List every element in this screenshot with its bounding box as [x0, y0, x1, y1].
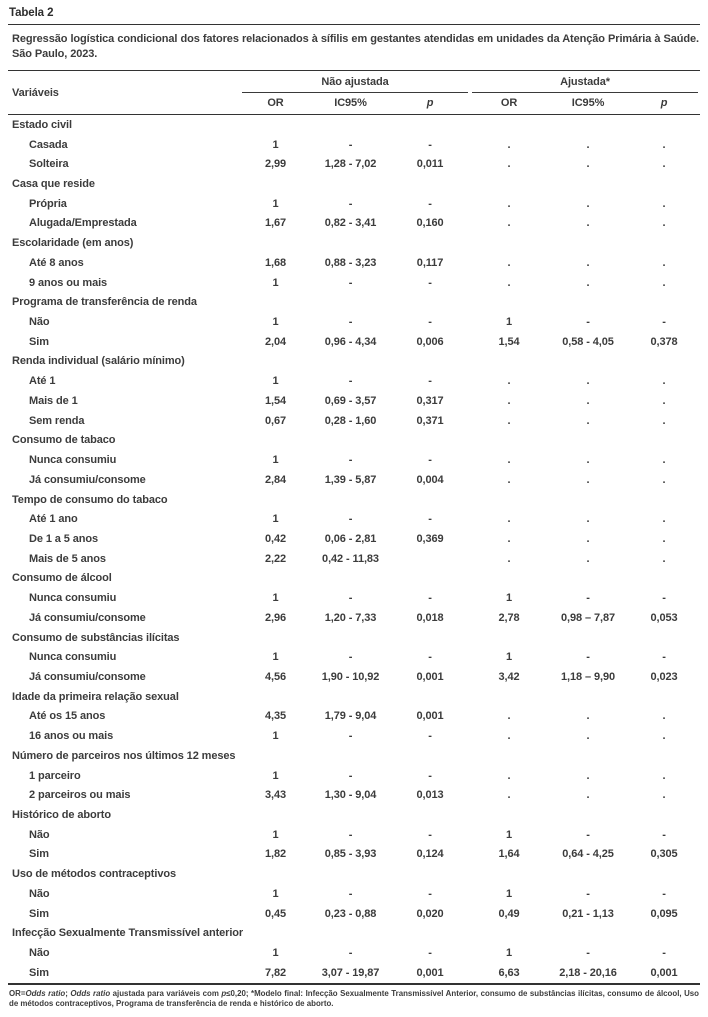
variable-item-label: Até 8 anos	[29, 256, 84, 269]
table-number-label: Tabela 2	[8, 4, 700, 25]
value-cell: 1	[272, 138, 279, 151]
value-cell: .	[507, 217, 511, 230]
value-cell: .	[507, 138, 511, 151]
value-cell: 0,013	[416, 789, 444, 802]
value-cell: 0,42 - 11,83	[322, 552, 379, 565]
value-cell: 1	[506, 651, 513, 664]
variable-item-label: Já consumiu/consome	[29, 473, 146, 486]
value-cell: 0,117	[416, 256, 444, 269]
value-cell: .	[586, 473, 590, 486]
value-cell: .	[586, 375, 590, 388]
value-cell: 1	[272, 316, 279, 329]
value-cell: -	[428, 651, 432, 664]
variable-group-label: Renda individual (salário mínimo)	[12, 355, 185, 368]
variable-item-row	[8, 963, 700, 984]
value-cell: 0,001	[650, 966, 678, 979]
value-cell: .	[662, 789, 666, 802]
variable-group-row	[8, 569, 700, 589]
value-cell: 0,23 - 0,88	[324, 907, 377, 920]
variable-item-row	[8, 647, 700, 667]
value-cell: 0,45	[264, 907, 286, 920]
value-cell: .	[662, 197, 666, 210]
value-cell: 1,82	[264, 848, 286, 861]
column-header-ic95-adjusted: IC95%	[548, 93, 628, 115]
value-cell: -	[348, 276, 353, 289]
variable-item-label: Até 1 ano	[29, 513, 78, 526]
variable-item-label: Sim	[29, 966, 49, 979]
value-cell: 0,06 - 2,81	[324, 532, 377, 545]
variable-item-label: 16 anos ou mais	[29, 730, 114, 743]
value-cell: .	[507, 256, 511, 269]
variable-item-row	[8, 312, 700, 332]
value-cell: 1,18 – 9,90	[561, 670, 615, 683]
footnote-segment: OR=	[9, 988, 26, 998]
value-cell: 0,21 - 1,13	[562, 907, 614, 920]
variable-item-row	[8, 726, 700, 746]
value-cell: -	[662, 887, 666, 900]
value-cell: -	[348, 730, 353, 743]
value-cell: .	[662, 710, 666, 723]
value-cell: 3,07 - 19,87	[321, 966, 380, 979]
value-cell: -	[428, 316, 432, 329]
value-cell: 1	[272, 197, 279, 210]
value-cell: -	[428, 947, 432, 960]
variable-item-label: Não	[29, 947, 50, 960]
value-cell: 0,85 - 3,93	[324, 848, 377, 861]
value-cell: -	[586, 651, 590, 664]
variable-group-row	[8, 687, 700, 707]
variable-group-row	[8, 115, 700, 135]
variable-group-row	[8, 864, 700, 884]
value-cell: .	[586, 769, 590, 782]
variable-group-label: Número de parceiros nos últimos 12 meses	[12, 749, 236, 762]
column-header-p-unadjusted: p	[390, 93, 470, 115]
value-cell: 6,63	[498, 966, 520, 979]
variable-item-row	[8, 450, 700, 470]
variable-item-row	[8, 135, 700, 155]
variable-item-row	[8, 588, 700, 608]
value-cell: 1,90 - 10,92	[321, 670, 380, 683]
value-cell: .	[662, 217, 666, 230]
value-cell: .	[586, 276, 590, 289]
variable-group-label: Tempo de consumo do tabaco	[12, 493, 168, 506]
value-cell: -	[586, 316, 590, 329]
value-cell: .	[662, 276, 666, 289]
value-cell: .	[586, 256, 590, 269]
column-header-or-unadjusted: OR	[240, 93, 311, 115]
variable-item-row	[8, 194, 700, 214]
variable-item-label: Já consumiu/consome	[29, 670, 146, 683]
value-cell: .	[586, 710, 590, 723]
variable-group-label: Estado civil	[12, 118, 72, 131]
value-cell: -	[662, 947, 666, 960]
value-cell: .	[586, 414, 590, 427]
table-body	[8, 115, 700, 984]
variable-item-row	[8, 785, 700, 805]
value-cell: .	[586, 138, 590, 151]
value-cell: 1,54	[498, 335, 520, 348]
value-cell: 1,67	[264, 217, 286, 230]
value-cell: 1,79 - 9,04	[324, 710, 377, 723]
value-cell: .	[662, 513, 666, 526]
value-cell: -	[586, 592, 590, 605]
value-cell: 4,56	[264, 670, 286, 683]
variable-group-row	[8, 628, 700, 648]
value-cell: 1	[506, 828, 513, 841]
value-cell: 0,001	[416, 710, 444, 723]
value-cell: 0,023	[650, 670, 678, 683]
value-cell: 7,82	[264, 966, 286, 979]
variable-item-label: Sem renda	[29, 414, 85, 427]
variable-item-row	[8, 371, 700, 391]
column-group-ajustada	[470, 71, 700, 94]
variable-group-label: Consumo de substâncias ilícitas	[12, 631, 180, 644]
value-cell: 1,30 - 9,04	[324, 789, 377, 802]
value-cell: 0,305	[650, 848, 678, 861]
column-group-ajustada-label: Ajustada*	[472, 75, 698, 93]
value-cell: 3,43	[264, 789, 286, 802]
value-cell: -	[348, 887, 353, 900]
value-cell: -	[348, 375, 353, 388]
value-cell: 0,001	[416, 966, 444, 979]
value-cell: -	[348, 197, 353, 210]
variable-item-row	[8, 154, 700, 174]
column-header-or-adjusted: OR	[470, 93, 548, 115]
variable-item-row	[8, 391, 700, 411]
value-cell: 1,64	[498, 848, 520, 861]
variable-item-label: De 1 a 5 anos	[29, 532, 99, 545]
value-cell: -	[428, 276, 432, 289]
value-cell: 0,095	[650, 907, 678, 920]
value-cell: .	[586, 158, 590, 171]
value-cell: 2,18 - 20,16	[559, 966, 617, 979]
footnote-italic-segment: p	[221, 988, 227, 998]
variable-item-label: Sim	[29, 907, 49, 920]
variable-item-row	[8, 214, 700, 234]
variable-item-label: Sim	[29, 335, 49, 348]
footnote-segment: ≤0,20; *Modelo final: Infecção Sexualmente Transmissível Anterior, consumo de substâncias ilícitas, consumo de álcool, Uso de métodos contraceptivos, Programa de transferência de renda e histórico de aborto.	[9, 988, 699, 1009]
variable-item-label: 9 anos ou mais	[29, 276, 108, 289]
value-cell: -	[428, 197, 432, 210]
variable-group-label: Infecção Sexualmente Transmissível anterior	[12, 927, 244, 940]
value-cell: 1,54	[264, 394, 286, 407]
variable-item-label: Alugada/Emprestada	[29, 217, 137, 230]
value-cell: .	[507, 454, 511, 467]
value-cell: 1	[272, 651, 279, 664]
variable-item-label: Mais de 1	[29, 394, 78, 407]
footnote-segment: ;	[65, 988, 71, 998]
value-cell: .	[662, 454, 666, 467]
value-cell: 0,67	[264, 414, 286, 427]
value-cell: .	[507, 552, 511, 565]
value-cell: -	[348, 651, 353, 664]
value-cell: 0,42	[264, 532, 286, 545]
value-cell: .	[662, 256, 666, 269]
value-cell: .	[507, 789, 511, 802]
variable-item-label: Própria	[29, 197, 67, 210]
value-cell: .	[507, 532, 511, 545]
variable-group-row	[8, 233, 700, 253]
footnote-italic-segment: Odds ratio	[70, 988, 111, 998]
variable-item-row	[8, 667, 700, 687]
table-caption: Regressão logística condicional dos fatores relacionados à sífilis em gestantes atendidas em unidades da Atenção Primária à Saúde. São Paulo, 2023.	[12, 33, 699, 60]
value-cell: -	[348, 947, 353, 960]
value-cell: 0,28 - 1,60	[324, 414, 377, 427]
variable-group-row	[8, 352, 700, 372]
variable-item-label: Nunca consumiu	[29, 592, 117, 605]
variable-item-row	[8, 766, 700, 786]
value-cell: .	[662, 552, 666, 565]
variable-group-label: Uso de métodos contraceptivos	[12, 868, 176, 881]
variable-item-row	[8, 825, 700, 845]
value-cell	[390, 549, 470, 569]
value-cell: 2,04	[264, 335, 286, 348]
value-cell: .	[586, 454, 590, 467]
group-header-row	[8, 71, 700, 94]
variable-item-label: Mais de 5 anos	[29, 552, 106, 565]
variable-group-row	[8, 746, 700, 766]
value-cell: -	[428, 454, 432, 467]
value-cell: .	[662, 394, 666, 407]
value-cell: -	[428, 513, 432, 526]
value-cell: .	[662, 730, 666, 743]
value-cell: -	[348, 828, 353, 841]
value-cell: 0,49	[498, 907, 520, 920]
value-cell: 1	[272, 276, 279, 289]
variable-item-row	[8, 943, 700, 963]
value-cell: 0,98 – 7,87	[561, 611, 615, 624]
value-cell: 0,124	[416, 848, 444, 861]
value-cell: .	[586, 730, 590, 743]
value-cell: 1	[272, 592, 279, 605]
variable-item-row	[8, 470, 700, 490]
value-cell: .	[507, 513, 511, 526]
value-cell: 1,68	[264, 256, 286, 269]
variable-item-row	[8, 884, 700, 904]
value-cell: 1,39 - 5,87	[324, 473, 377, 486]
value-cell: -	[348, 769, 353, 782]
value-cell: .	[662, 473, 666, 486]
value-cell: 1	[272, 375, 279, 388]
value-cell: 1	[272, 828, 279, 841]
value-cell: .	[662, 769, 666, 782]
value-cell: -	[348, 316, 353, 329]
value-cell: 2,22	[264, 552, 286, 565]
value-cell: -	[348, 454, 353, 467]
value-cell: .	[662, 375, 666, 388]
value-cell: .	[662, 138, 666, 151]
regression-table	[8, 70, 700, 985]
value-cell: .	[586, 552, 590, 565]
footnote-italic-segment: Odds ratio	[25, 988, 66, 998]
variable-group-row	[8, 431, 700, 451]
value-cell: 0,018	[416, 611, 444, 624]
value-cell: 0,317	[416, 394, 444, 407]
value-cell: -	[662, 828, 666, 841]
variable-group-row	[8, 490, 700, 510]
value-cell: 2,84	[264, 473, 286, 486]
value-cell: -	[348, 592, 353, 605]
variable-item-label: Até 1	[29, 375, 56, 388]
table-header	[8, 71, 700, 115]
value-cell: -	[348, 513, 353, 526]
variable-group-label: Histórico de aborto	[12, 809, 111, 822]
value-cell: .	[586, 197, 590, 210]
value-cell: 1	[272, 454, 279, 467]
value-cell: 1	[506, 947, 513, 960]
variable-item-label: Solteira	[29, 158, 69, 171]
value-cell: .	[662, 532, 666, 545]
value-cell: -	[586, 947, 590, 960]
value-cell: -	[662, 316, 666, 329]
value-cell: 0,64 - 4,25	[562, 848, 614, 861]
value-cell: .	[662, 414, 666, 427]
variable-item-label: Até os 15 anos	[29, 710, 106, 723]
value-cell: 0,004	[416, 473, 444, 486]
variable-item-row	[8, 273, 700, 293]
value-cell: -	[428, 769, 432, 782]
variable-group-label: Consumo de álcool	[12, 572, 112, 585]
variable-item-label: Não	[29, 887, 50, 900]
variable-item-label: Não	[29, 828, 50, 841]
variable-item-row	[8, 509, 700, 529]
variable-group-label: Idade da primeira relação sexual	[12, 690, 179, 703]
value-cell: -	[662, 592, 666, 605]
value-cell: 0,88 - 3,23	[324, 256, 377, 269]
value-cell: 2,78	[498, 611, 520, 624]
value-cell: .	[507, 276, 511, 289]
value-cell: 1	[272, 947, 279, 960]
value-cell: -	[348, 138, 353, 151]
variable-item-row	[8, 845, 700, 865]
value-cell: .	[507, 394, 511, 407]
value-cell: 3,42	[498, 670, 520, 683]
variable-item-label: Nunca consumiu	[29, 651, 117, 664]
column-header-p-adjusted: p	[628, 93, 700, 115]
variable-group-label: Programa de transferência de renda	[12, 296, 197, 309]
variable-item-label: Já consumiu/consome	[29, 611, 146, 624]
value-cell: 0,160	[416, 217, 444, 230]
column-header-variaveis: Variáveis	[8, 71, 240, 115]
variable-item-row	[8, 332, 700, 352]
footnote-segment: ajustada para variáveis com	[110, 988, 222, 998]
variable-group-label: Consumo de tabaco	[12, 434, 116, 447]
value-cell: 0,020	[416, 907, 444, 920]
variable-group-row	[8, 174, 700, 194]
variable-item-row	[8, 608, 700, 628]
value-cell: 1	[506, 316, 513, 329]
value-cell: 0,58 - 4,05	[562, 335, 614, 348]
variable-group-label: Escolaridade (em anos)	[12, 237, 134, 250]
value-cell: 0,96 - 4,34	[324, 335, 377, 348]
value-cell: 0,371	[416, 414, 444, 427]
value-cell: .	[507, 730, 511, 743]
value-cell: 0,69 - 3,57	[324, 394, 377, 407]
value-cell: -	[428, 887, 432, 900]
value-cell: 1,28 - 7,02	[324, 158, 377, 171]
value-cell: .	[586, 789, 590, 802]
value-cell: .	[507, 197, 511, 210]
column-group-nao-ajustada	[240, 71, 470, 94]
value-cell: .	[507, 375, 511, 388]
value-cell: 4,35	[264, 710, 286, 723]
value-cell: 0,82 - 3,41	[324, 217, 377, 230]
value-cell: 1	[272, 513, 279, 526]
value-cell: .	[507, 158, 511, 171]
variable-item-row	[8, 549, 700, 569]
variable-item-label: Casada	[29, 138, 68, 151]
variable-item-label: 2 parceiros ou mais	[29, 789, 131, 802]
value-cell: 0,011	[416, 158, 444, 171]
value-cell: -	[428, 592, 432, 605]
value-cell: .	[662, 158, 666, 171]
value-cell: .	[507, 710, 511, 723]
footnote	[8, 989, 700, 1010]
column-header-ic95-unadjusted: IC95%	[311, 93, 390, 115]
variable-item-row	[8, 253, 700, 273]
value-cell: 1	[272, 730, 279, 743]
value-cell: .	[586, 217, 590, 230]
value-cell: .	[586, 394, 590, 407]
variable-item-row	[8, 707, 700, 727]
value-cell: 0,006	[416, 335, 444, 348]
value-cell: -	[428, 730, 432, 743]
variable-group-row	[8, 923, 700, 943]
value-cell: 1	[506, 887, 513, 900]
value-cell: 2,96	[264, 611, 286, 624]
value-cell: 1,20 - 7,33	[324, 611, 377, 624]
value-cell: -	[662, 651, 666, 664]
value-cell: .	[586, 532, 590, 545]
column-group-nao-ajustada-label: Não ajustada	[242, 75, 468, 93]
value-cell: -	[428, 375, 432, 388]
variable-group-row	[8, 805, 700, 825]
value-cell: 1	[506, 592, 513, 605]
variable-group-label: Casa que reside	[12, 178, 95, 191]
variable-group-row	[8, 292, 700, 312]
variable-item-label: Sim	[29, 848, 49, 861]
value-cell: 0,053	[650, 611, 678, 624]
value-cell: -	[428, 828, 432, 841]
value-cell: .	[507, 414, 511, 427]
value-cell: 1	[272, 769, 279, 782]
variable-item-row	[8, 904, 700, 924]
value-cell: -	[428, 138, 432, 151]
value-cell: 0,001	[416, 670, 444, 683]
value-cell: -	[586, 887, 590, 900]
variable-item-row	[8, 411, 700, 431]
value-cell: -	[586, 828, 590, 841]
value-cell: 0,369	[416, 532, 444, 545]
value-cell: 1	[272, 887, 279, 900]
variable-item-label: Nunca consumiu	[29, 454, 117, 467]
value-cell: 0,378	[650, 335, 678, 348]
value-cell: .	[507, 769, 511, 782]
value-cell: 2,99	[264, 158, 286, 171]
variable-item-label: 1 parceiro	[29, 769, 81, 782]
value-cell: .	[507, 473, 511, 486]
value-cell: .	[586, 513, 590, 526]
variable-item-row	[8, 529, 700, 549]
variable-item-label: Não	[29, 316, 50, 329]
